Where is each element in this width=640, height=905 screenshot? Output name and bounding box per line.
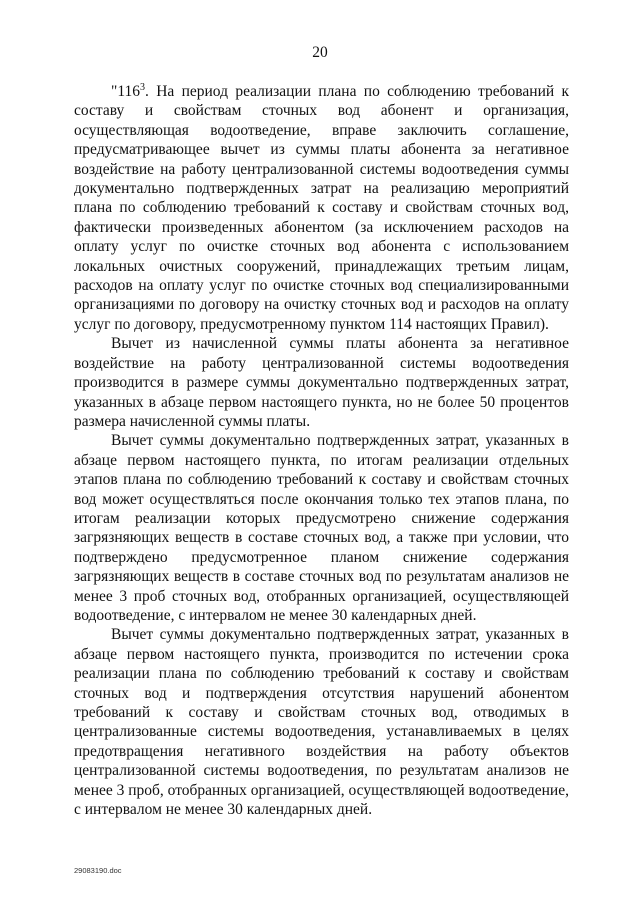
paragraph-4: Вычет суммы документально подтвержденных затрат, указанных в абзаце первом настоящего пункта, производится по истечении срока реализации плана по соблюдению требований к составу и свойствам сточных вод и подтверждения отсутствия нарушений абонентом требований к составу и свойствам сточных вод, отводимых в централизованные системы водоотведения, устанавливаемых в целях предотвращения негативного воздействия на работу объектов централизованной системы водоотведения, по результатам анализов не менее 3 проб, отобранных организацией, осуществляющей водоотведение, с интервалом не менее 30 календарных дней. xyxy=(74,626,569,819)
document-body xyxy=(74,82,569,819)
page-number: 20 xyxy=(312,44,328,61)
paragraph-2: Вычет из начисленной суммы платы абонента за негативное воздействие на работу централизованной системы водоотведения производится в размере суммы документально подтвержденных затрат, указанных в абзаце первом настоящего пункта, но не более 50 процентов размера начисленной суммы платы. xyxy=(74,335,569,430)
paragraph-3: Вычет суммы документально подтвержденных затрат, указанных в абзаце первом настоящего пункта, по итогам реализации отдельных этапов плана по соблюдению требований к составу и свойствам сточных вод может осуществляться после окончания только тех этапов плана, по итогам реализации которых предусмотрено снижение содержания загрязняющих веществ в составе сточных вод, а также при условии, что подтверждено предусмотренное планом снижение содержания загрязняющих веществ в составе сточных вод по результатам анализов не менее 3 проб сточных вод, отобранных организацией, осуществляющей водоотведение, с интервалом не менее 30 календарных дней. xyxy=(74,432,569,624)
file-name-footer: 29083190.doc xyxy=(74,866,122,875)
paragraph-1 xyxy=(74,82,569,334)
paragraph-1-prefix: "116 xyxy=(111,83,141,100)
superscript-index: 3 xyxy=(140,81,146,93)
paragraph-1-text: . На период реализации плана по соблюдению требований к составу и свойствам сточных вод абонент и организация, осуществляющая водоотведение, вправе заключить соглашение, предусматривающее вычет из суммы платы абонента за негативное воздействие на работу централизованной системы водоотведения суммы документально подтвержденных затрат на реализацию мероприятий плана по соблюдению требований к составу и свойствам сточных вод, фактически произведенных абонентом (за исключением расходов на оплату услуг по очистке сточных вод абонента с использованием локальных очистных сооружений, принадлежащих третьим лицам, расходов на оплату услуг по очистке сточных вод специализированными организациями по договору на очистку сточных вод и расходов на оплату услуг по договору, предусмотренному пунктом 114 настоящих Правил). xyxy=(74,83,569,333)
